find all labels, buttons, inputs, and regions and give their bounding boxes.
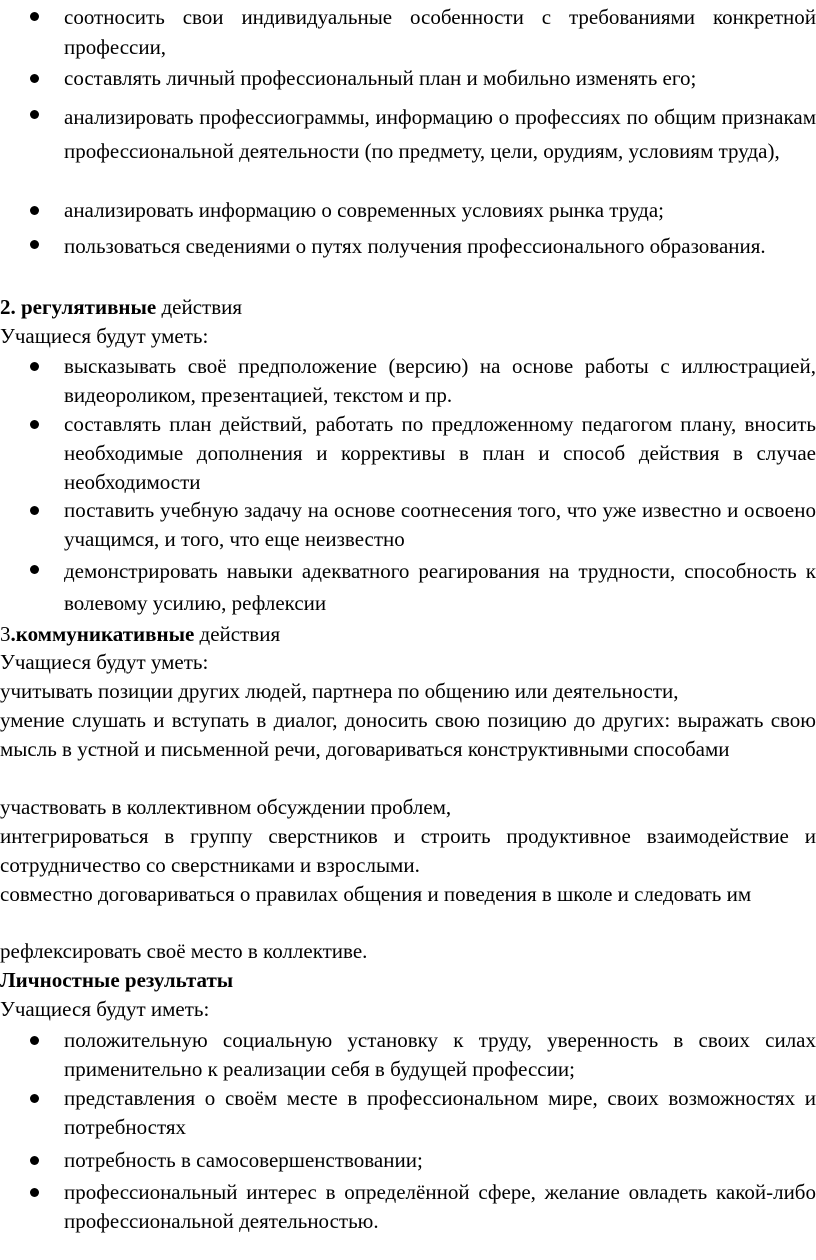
list-item-text: высказывать своё предположение (версию) на основе работы с иллюстрацией, видеороликом, презентацией, текстом и пр. <box>64 354 816 407</box>
list-item-text: составлять личный профессиональный план и мобильно изменять его; <box>64 66 697 90</box>
list-item-text: пользоваться сведениями о путях получения профессионального образования. <box>64 234 766 258</box>
list-item-text: профессиональный интерес в определённой сфере, желание овладеть какой-либо профессиональной деятельностью. <box>64 1180 816 1233</box>
bullet-icon <box>30 206 39 215</box>
list-item-text: поставить учебную задачу на основе соотнесения того, что уже известно и освоено учащимся, и того, что еще неизвестно <box>64 498 816 551</box>
bullet-icon <box>30 74 39 83</box>
list-item-text: положительную социальную установку к труду, уверенность в своих силах применительно к реализации себя в будущей профессии; <box>64 1028 816 1081</box>
bullet-icon <box>30 110 39 119</box>
list-item-text: демонстрировать навыки адекватного реагирования на трудности, способность к волевому усилию, рефлексии <box>64 559 816 615</box>
heading-number: 3 <box>0 622 11 646</box>
list-item-text: соотносить свои индивидуальные особенности с требованиями конкретной профессии, <box>64 5 816 59</box>
bullet-icon <box>30 565 39 574</box>
list-item-text: представления о своём месте в профессиональном мире, своих возможностях и потребностях <box>64 1086 816 1139</box>
bullet-icon <box>30 1188 39 1197</box>
bullet-icon <box>30 1094 39 1103</box>
bullet-icon <box>30 506 39 515</box>
list-item-text: составлять план действий, работать по предложенному педагогом плану, вносить необходимые дополнения и коррективы в план и способ действия в случае необходимости <box>64 412 816 494</box>
bullet-icon <box>30 362 39 371</box>
bullet-icon <box>30 420 39 429</box>
bullet-icon <box>30 1156 39 1165</box>
heading-rest: действия <box>156 295 243 319</box>
bullet-icon <box>30 12 39 21</box>
bullet-icon <box>30 1036 39 1045</box>
heading-bold: 2. регулятивные <box>0 295 157 319</box>
heading-bold: .коммуникативные <box>10 622 195 646</box>
bullet-icon <box>30 240 39 249</box>
list-item-text: анализировать информацию о современных условиях рынка труда; <box>64 198 664 222</box>
list-item-text: анализировать профессиограммы, информацию о профессиях по общим признакам профессиональной деятельности (по предмету, цели, орудиям, условиям труда), <box>64 105 816 163</box>
heading-rest: действия <box>194 622 281 646</box>
list-item-text: потребность в самосовершенствовании; <box>64 1148 423 1172</box>
